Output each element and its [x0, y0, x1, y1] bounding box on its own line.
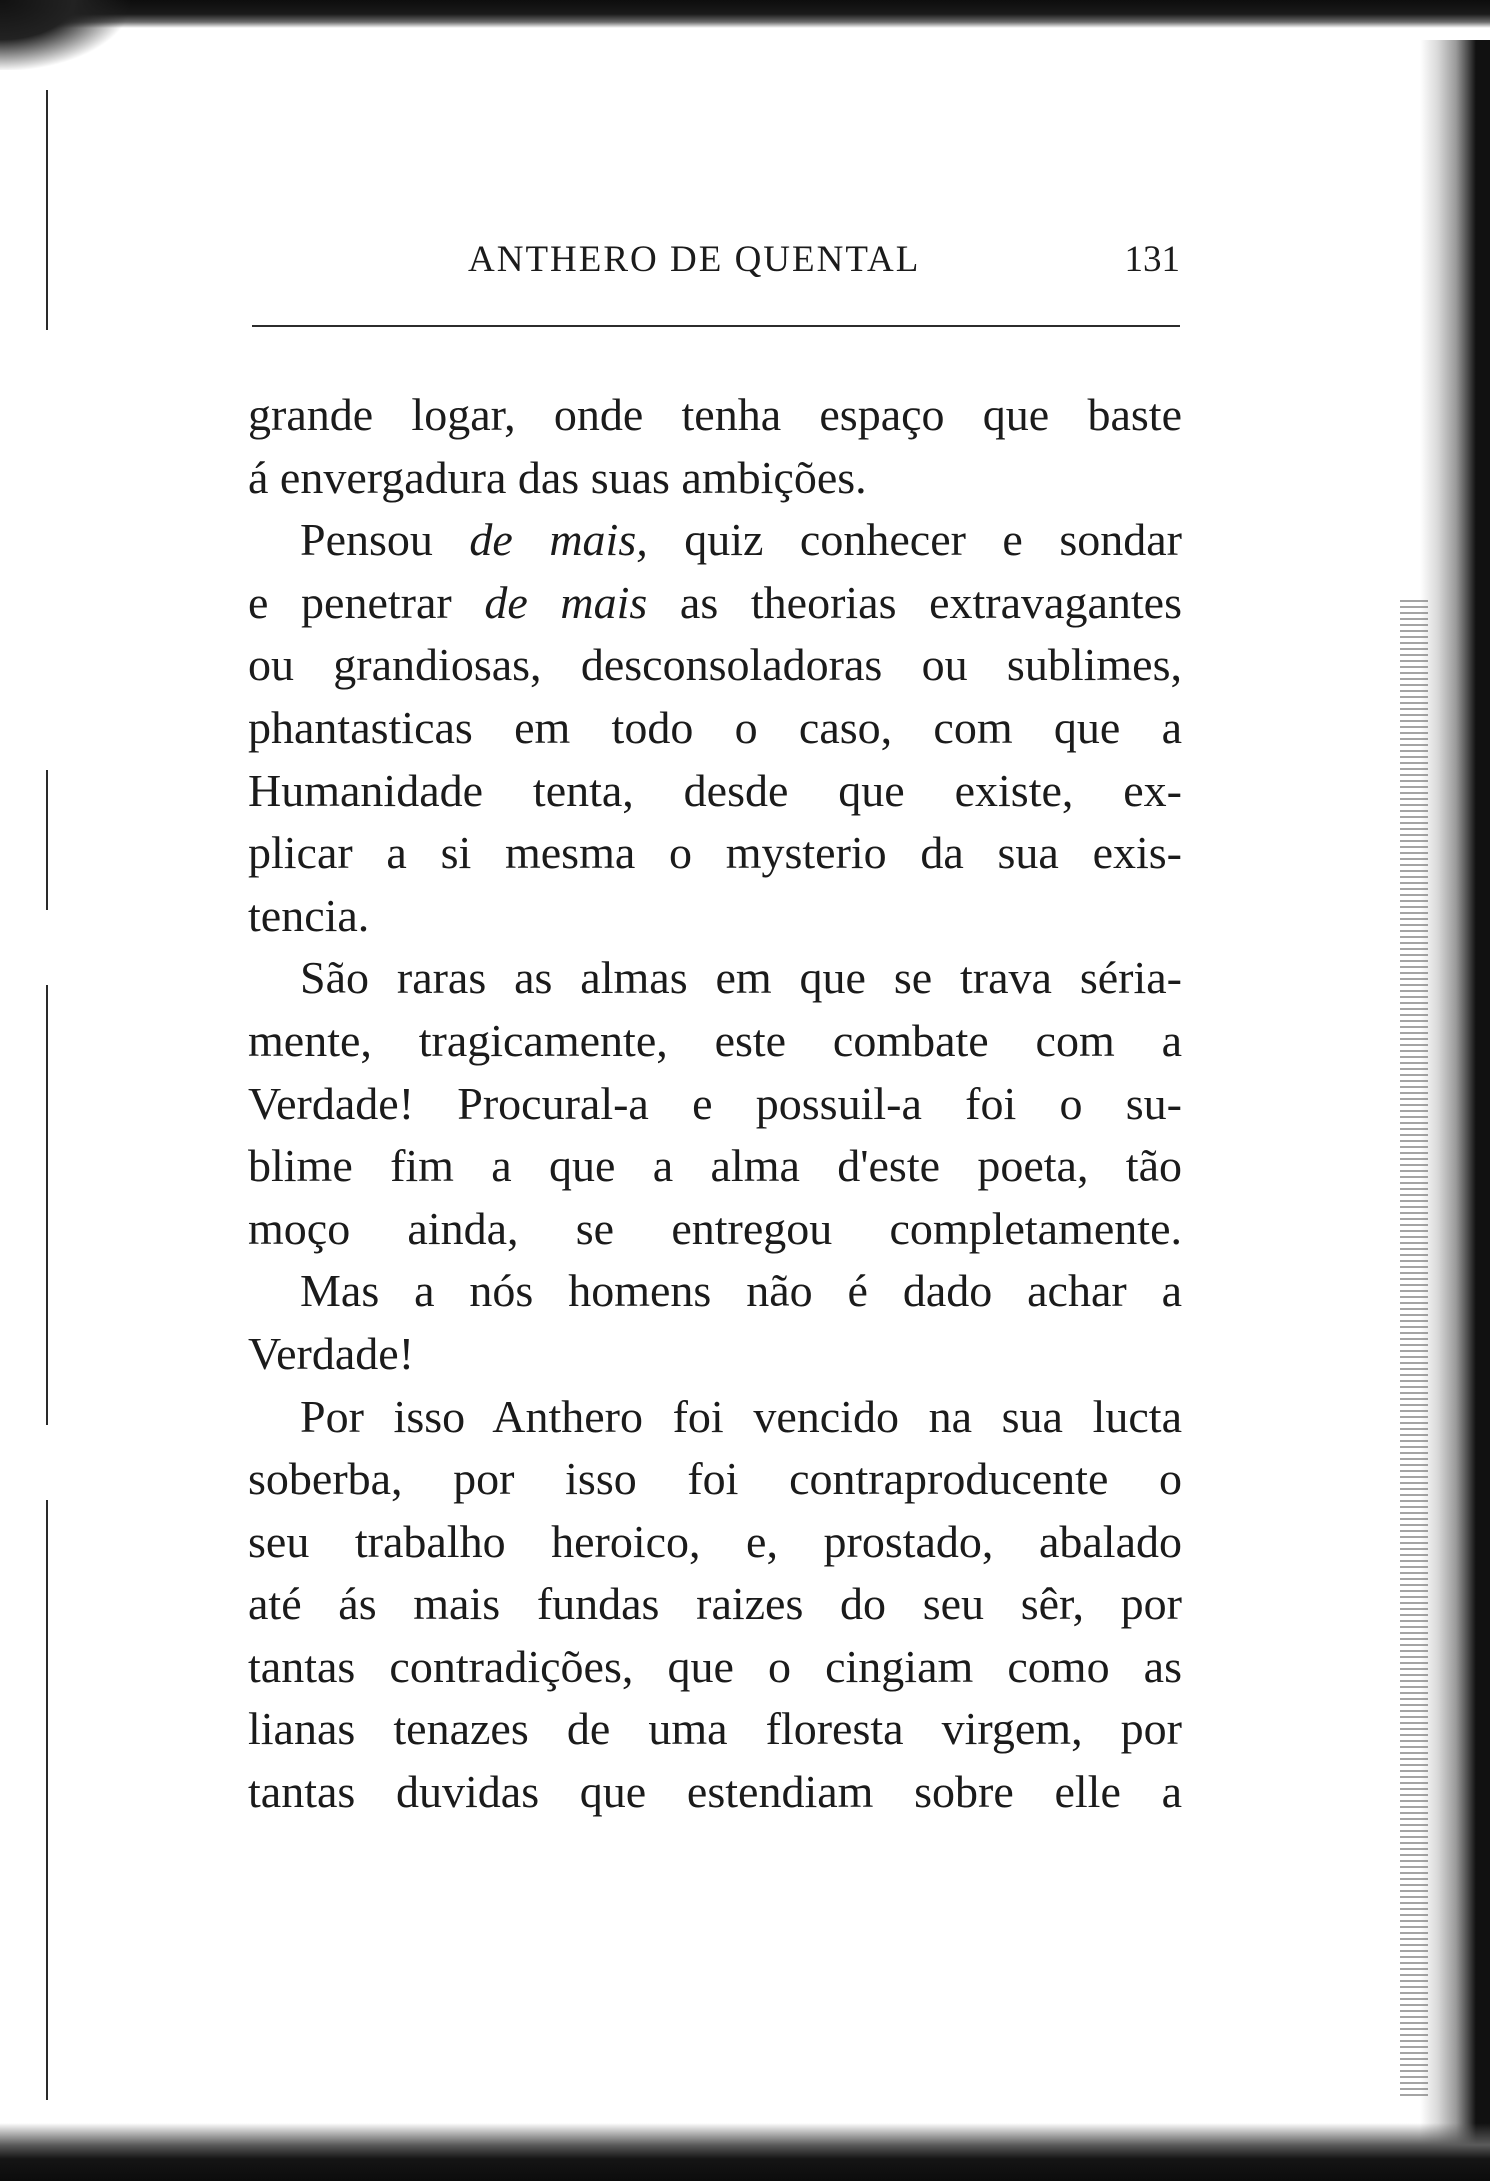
text-line: moço ainda, se entregou completamente. — [248, 1202, 1182, 1254]
scan-corner-shadow — [0, 0, 130, 70]
scan-edge-right — [1420, 40, 1490, 2181]
text-line: ou grandiosas, desconsoladoras ou sublimes, — [248, 639, 1182, 691]
running-title: ANTHERO DE QUENTAL — [468, 239, 921, 280]
italic-emphasis: de mais — [484, 576, 648, 628]
text-line: Verdade! — [248, 1327, 415, 1379]
text-line: plicar a si mesma o mysterio da sua exis- — [248, 827, 1182, 879]
text-line: á envergadura das suas ambições. — [248, 451, 867, 503]
text-line: Verdade! Procural-a e possuil-a foi o su- — [248, 1077, 1182, 1129]
text-line: São raras as almas em que se trava séria- — [300, 952, 1182, 1004]
text-line: tencia. — [248, 889, 370, 941]
scan-left-mark — [46, 770, 48, 910]
line-segment: as theorias extravagantes — [647, 576, 1182, 628]
text-line: Mas a nós homens não é dado achar a — [300, 1265, 1182, 1317]
text-line: tantas duvidas que estendiam sobre elle a — [248, 1766, 1182, 1818]
line-segment: e penetrar — [248, 576, 485, 628]
text-line: até ás mais fundas raizes do seu sêr, por — [248, 1578, 1182, 1630]
text-line — [248, 572, 1182, 635]
body-text — [248, 384, 1182, 1824]
text-line: lianas tenazes de uma floresta virgem, por — [248, 1703, 1182, 1755]
scan-binding-texture — [1400, 600, 1428, 2100]
text-line: seu trabalho heroico, e, prostado, abalado — [248, 1515, 1182, 1567]
text-line: mente, tragicamente, este combate com a — [248, 1014, 1182, 1066]
text-line: tantas contradições, que o cingiam como as — [248, 1640, 1182, 1692]
scan-edge-bottom — [0, 2123, 1490, 2181]
scan-left-mark — [46, 1500, 48, 2100]
text-line: soberba, por isso foi contraproducente o — [248, 1453, 1182, 1505]
line-segment: quiz conhecer e sondar — [647, 514, 1182, 566]
scan-edge-top — [0, 0, 1490, 28]
text-line: Humanidade tenta, desde que existe, ex- — [248, 764, 1182, 816]
text-line: blime fim a que a alma d'este poeta, tão — [248, 1140, 1182, 1192]
running-head — [248, 236, 1180, 284]
header-rule — [252, 325, 1180, 327]
line-segment: Pensou — [300, 514, 470, 566]
scan-left-mark — [46, 90, 48, 330]
text-line: grande logar, onde tenha espaço que baste — [248, 389, 1182, 440]
italic-emphasis: de mais, — [469, 514, 648, 566]
scan-left-mark — [46, 985, 48, 1425]
text-line: Por isso Anthero foi vencido na sua lucta — [300, 1390, 1182, 1442]
text-line: phantasticas em todo o caso, com que a — [248, 701, 1182, 753]
page-number: 131 — [1124, 239, 1180, 280]
text-line — [248, 509, 1182, 572]
